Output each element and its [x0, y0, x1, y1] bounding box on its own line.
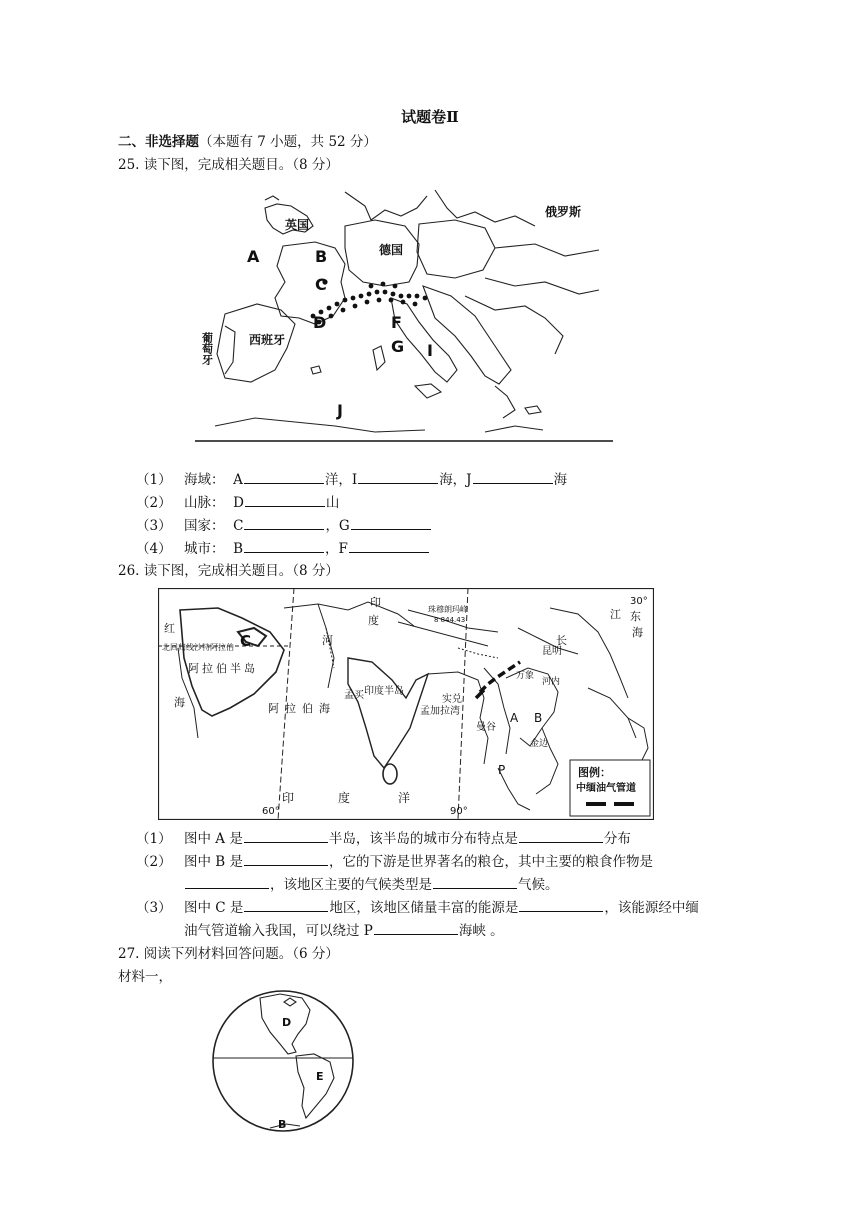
map-label: 实兑: [442, 694, 462, 705]
map-label: 洋: [398, 791, 411, 805]
map-label: 江: [610, 608, 621, 621]
label-portugal: 葡萄牙: [200, 332, 214, 365]
answer-blank[interactable]: [244, 851, 328, 866]
map-label: 河内: [542, 677, 561, 687]
label-G: G: [391, 337, 405, 356]
q26-item-3: （3） 图中 C 是 地区，该地区储量丰富的能源是 ，该能源经中缅: [136, 896, 699, 916]
globe-label-E: E: [316, 1070, 324, 1083]
label-russia: 俄罗斯: [545, 205, 582, 219]
label-J: J: [337, 401, 343, 420]
map-label: 印度半岛: [364, 686, 404, 697]
page-title: 试题卷Ⅱ: [401, 108, 459, 126]
answer-blank[interactable]: [244, 469, 324, 484]
answer-blank[interactable]: [245, 492, 325, 507]
globe-label-D: D: [282, 1016, 292, 1029]
legend: [570, 760, 650, 816]
label-F: F: [391, 313, 402, 332]
q26-stem: 26. 读下图，完成相关题目。（8 分）: [118, 563, 339, 579]
asia-map: [158, 588, 654, 820]
map-label: 印: [370, 596, 381, 609]
map-label: 东: [630, 610, 641, 623]
map-label: 昆明: [542, 646, 562, 657]
map-label: 90°: [450, 806, 468, 817]
answer-blank[interactable]: [358, 469, 438, 484]
q26-item-2: （2） 图中 B 是 ，它的下游是世界著名的粮仓，其中主要的粮食作物是: [136, 850, 653, 870]
map-label: 红: [164, 622, 175, 635]
label-germany: 德国: [379, 243, 404, 257]
map-label: 孟加拉湾: [420, 706, 460, 717]
label-A: A: [247, 247, 260, 266]
section-heading-label: 二、非选择题: [118, 134, 199, 150]
map-label: 孟买: [344, 690, 364, 701]
map-label: 长: [556, 634, 567, 647]
section-heading: [118, 130, 377, 150]
map-label: 海: [632, 626, 643, 639]
answer-blank[interactable]: [519, 828, 603, 843]
q26-item-3-line2: 油气管道输入我国，可以绕过 P 海峡 。: [184, 919, 504, 939]
map-label: 8 844.43: [434, 616, 466, 624]
map-label: 印: [282, 791, 295, 805]
q26-item-1: （1） 图中 A 是 半岛，该半岛的城市分布特点是 分布: [136, 827, 631, 847]
q25-item-3: （3） 国家： C ，G: [136, 514, 432, 534]
answer-blank[interactable]: [244, 515, 324, 530]
map-label: 北回归线: [162, 643, 194, 652]
label-D: D: [313, 313, 327, 332]
answer-blank[interactable]: [433, 874, 517, 889]
map-label-P: P: [498, 763, 506, 777]
answer-blank[interactable]: [185, 874, 269, 889]
answer-blank[interactable]: [349, 538, 429, 553]
q26-item-2-line2: ，该地区主要的气候类型是 气候。: [184, 873, 559, 893]
map-label: 阿拉伯海: [268, 702, 336, 715]
q25-stem: 25. 读下图，完成相关题目。（8 分）: [118, 157, 339, 173]
map-label: 度: [368, 614, 379, 627]
map-label: 金边: [530, 739, 549, 749]
map-label: 30°: [630, 596, 648, 607]
answer-blank[interactable]: [244, 897, 328, 912]
map-label: 曼谷: [476, 722, 496, 733]
q27-stem: 27. 阅读下列材料回答问题。（6 分）: [118, 946, 339, 962]
map-label: 60°: [262, 806, 280, 817]
answer-blank[interactable]: [244, 828, 328, 843]
map-label: 万象: [516, 671, 535, 681]
map-label: 海: [174, 696, 185, 709]
answer-blank[interactable]: [244, 538, 324, 553]
europe-map: [195, 186, 613, 442]
q25-item-2: （2） 山脉： D 山: [136, 491, 339, 511]
map-label-B: B: [534, 711, 543, 725]
map-label: 珠穆朗玛峰: [428, 605, 468, 614]
answer-blank[interactable]: [374, 920, 458, 935]
label-C: C: [315, 275, 327, 294]
answer-blank[interactable]: [519, 897, 603, 912]
map-label: 度: [338, 791, 351, 805]
map-label: 沙特阿拉伯: [194, 643, 234, 652]
label-I: I: [427, 341, 433, 360]
q25-item-4: （4） 城市： B ，F: [136, 537, 430, 557]
legend-title: 图例：: [578, 766, 611, 779]
label-uk: 英国: [285, 218, 310, 232]
section-note: （本题有 7 小题，共 52 分）: [199, 134, 377, 150]
label-B: B: [315, 247, 328, 266]
label-spain: 西班牙: [249, 333, 286, 347]
legend-item: 中缅油气管道: [576, 783, 636, 794]
q27-material: 材料一，: [118, 969, 172, 985]
globe-label-B: B: [278, 1118, 287, 1131]
map-label-A: A: [510, 711, 519, 725]
globe-map: [210, 988, 356, 1134]
answer-blank[interactable]: [473, 469, 553, 484]
map-label-C: C: [240, 632, 252, 650]
map-label: 河: [322, 634, 333, 647]
map-label: 阿拉伯半岛: [188, 662, 258, 675]
answer-blank[interactable]: [351, 515, 431, 530]
q25-item-1: （1） 海域： A 洋，I 海，J 海: [136, 468, 567, 488]
